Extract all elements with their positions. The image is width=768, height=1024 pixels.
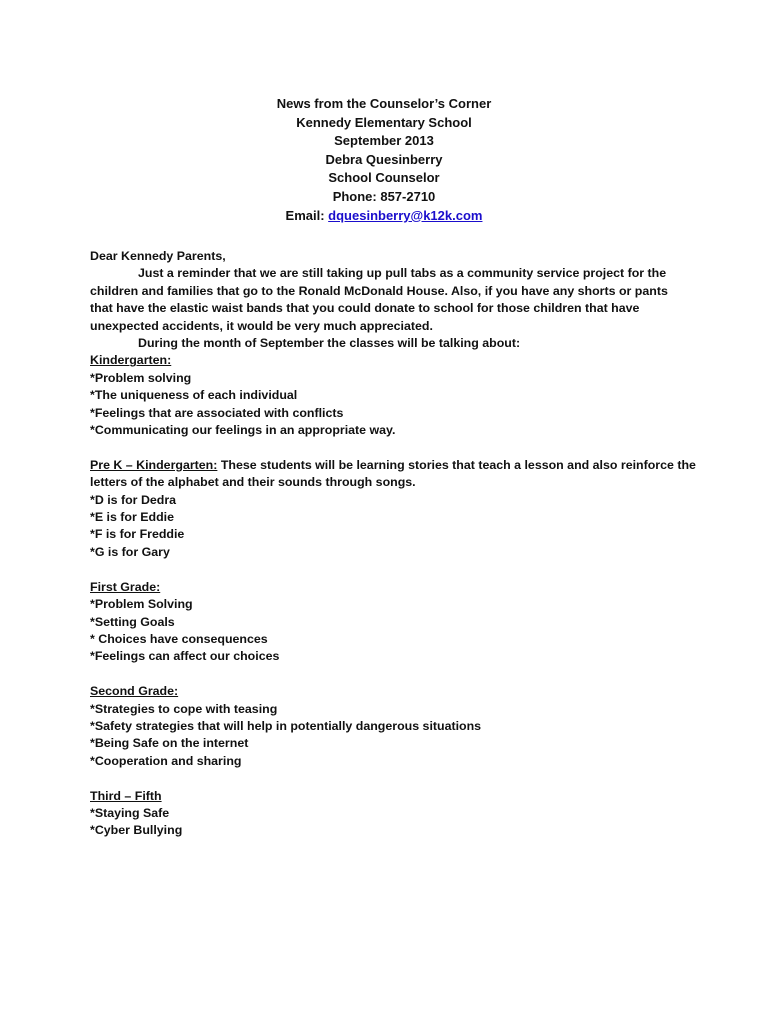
- prek-intro-line-1: [90, 457, 696, 474]
- list-item: *Feelings can affect our choices: [90, 649, 280, 664]
- list-item: *Cyber Bullying: [90, 823, 183, 838]
- issue-date: September 2013: [334, 133, 434, 149]
- list-item: * Choices have consequences: [90, 631, 268, 646]
- email-link[interactable]: dquesinberry@k12k.com: [328, 207, 483, 223]
- email-line: [0, 207, 768, 226]
- spacer: [90, 770, 690, 787]
- list-item: *F is for Freddie: [90, 527, 185, 542]
- third-fifth-heading: Third – Fifth: [90, 788, 162, 803]
- list-item: *D is for Dedra: [90, 492, 177, 507]
- paragraph-1-line-3: that have the elastic waist bands that you could donate to school for those children that have: [90, 301, 640, 316]
- list-item: *Cooperation and sharing: [90, 753, 242, 768]
- list-item: *Safety strategies that will help in potentially dangerous situations: [90, 718, 482, 733]
- list-item: *Feelings that are associated with conflicts: [90, 405, 344, 420]
- newsletter-title: News from the Counselor’s Corner: [276, 96, 492, 111]
- counselor-title: School Counselor: [328, 170, 440, 186]
- spacer: [90, 561, 690, 578]
- spacer: [90, 666, 690, 683]
- newsletter-header: [0, 95, 768, 225]
- paragraph-1-line-1: Just a reminder that we are still taking up pull tabs as a community service project for the: [138, 266, 667, 281]
- list-item: *Setting Goals: [90, 614, 175, 629]
- spacer: [90, 439, 690, 456]
- list-item: *Staying Safe: [90, 805, 170, 820]
- list-item: *Problem Solving: [90, 597, 193, 612]
- phone-number: Phone: 857-2710: [332, 188, 436, 204]
- counselor-name: Debra Quesinberry: [325, 151, 443, 167]
- list-item: *The uniqueness of each individual: [90, 388, 298, 403]
- list-item: *Strategies to cope with teasing: [90, 701, 278, 716]
- list-item: *Being Safe on the internet: [90, 736, 249, 751]
- second-grade-heading: Second Grade:: [90, 684, 179, 699]
- letter-body: [90, 248, 696, 840]
- paragraph-1-line-2: children and families that go to the Ronald McDonald House. Also, if you have any shorts or pants: [90, 283, 668, 298]
- list-item: *Communicating our feelings in an appropriate way.: [90, 423, 396, 438]
- list-item: *G is for Gary: [90, 544, 170, 559]
- prek-intro-text: These students will be learning stories that teach a lesson and also reinforce the: [217, 457, 696, 472]
- list-item: *Problem solving: [90, 370, 192, 385]
- list-item: *E is for Eddie: [90, 510, 174, 525]
- paragraph-1-line-4: unexpected accidents, it would be very much appreciated.: [90, 318, 433, 333]
- email-label: Email:: [285, 207, 325, 223]
- prek-heading: Pre K – Kindergarten:: [90, 457, 218, 472]
- school-name: Kennedy Elementary School: [296, 114, 472, 130]
- prek-intro-line-2: letters of the alphabet and their sounds through songs.: [90, 475, 416, 490]
- greeting: Dear Kennedy Parents,: [90, 249, 226, 263]
- kindergarten-heading: Kindergarten:: [90, 353, 172, 368]
- first-grade-heading: First Grade:: [90, 579, 161, 594]
- paragraph-2: During the month of September the classes will be talking about:: [138, 336, 521, 351]
